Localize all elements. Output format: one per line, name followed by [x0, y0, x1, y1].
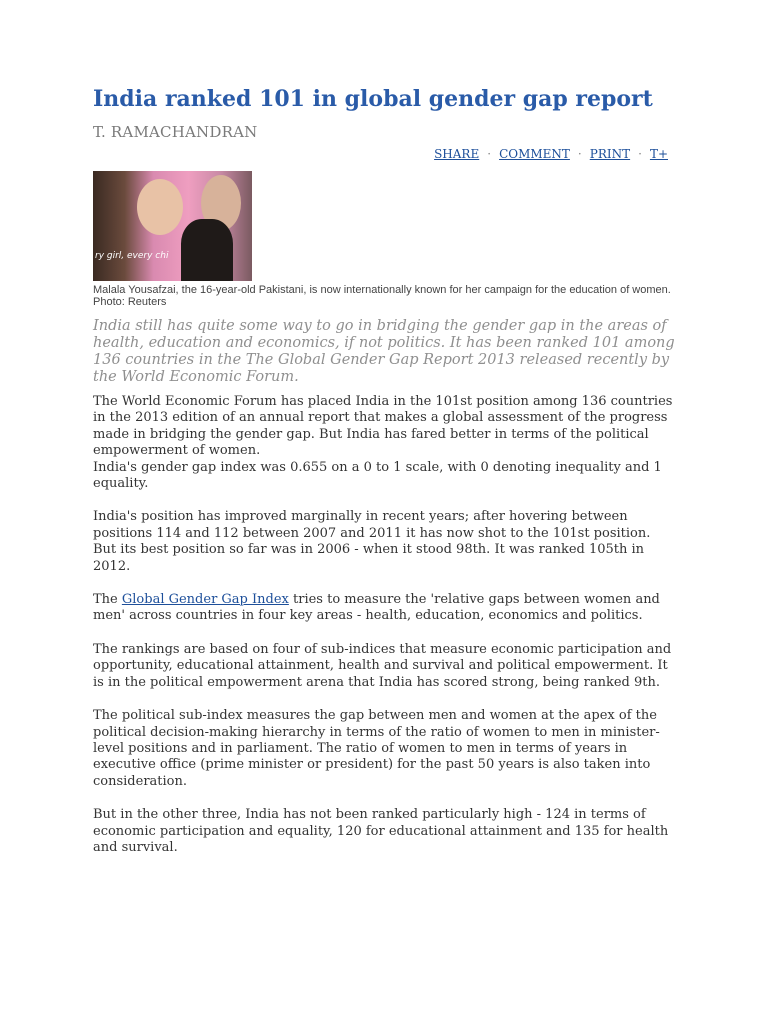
photo-banner-text: ry girl, every chi: [95, 251, 169, 261]
print-link[interactable]: PRINT: [589, 147, 631, 161]
article-lede: India still has quite some way to go in bridging the gender gap in the areas of health, education and economics, if not politics. It has been ranked 101 among 136 countries in the The Global Gender Gap Report 2013 released recently by the World Economic Forum.: [93, 318, 675, 385]
separator: ·: [577, 147, 582, 161]
comment-link[interactable]: COMMENT: [499, 147, 570, 161]
paragraph-text: tries to measure the 'relative gaps between women and men' across countries in four key areas - health, education, economics and politics.: [93, 592, 660, 624]
photo-face: [137, 179, 183, 235]
paragraph-text: The: [93, 592, 122, 608]
photo-person: [181, 219, 233, 281]
article-body: [93, 394, 675, 856]
separator: ·: [487, 147, 492, 161]
article-tools: [93, 145, 675, 163]
paragraph: The political sub-index measures the gap between men and women at the apex of the political decision-making hierarchy in terms of the ratio of women to men in minister-level positions and in parliament. The ratio of women to men in terms of years in executive office (prime minister or president) for the past 50 years is also taken into consideration.: [93, 708, 660, 789]
paragraph: [93, 592, 675, 625]
paragraph: India's position has improved marginally in recent years; after hovering between positions 114 and 112 between 2007 and 2011 it has now shot to the 101st position. But its best position so far was in 2006 - when it stood 98th. It was ranked 105th in 2012.: [93, 509, 651, 574]
byline: T. RAMACHANDRAN: [93, 123, 258, 141]
headline: India ranked 101 in global gender gap report: [93, 86, 653, 112]
text-size-link[interactable]: T+: [649, 147, 668, 161]
paragraph: The rankings are based on four of sub-indices that measure economic participation and opportunity, educational attainment, health and survival and political empowerment. It is in the political empowerment arena that India has scored strong, being ranked 9th.: [93, 641, 672, 690]
global-gender-gap-index-link[interactable]: Global Gender Gap Index: [121, 592, 289, 608]
article-photo: [93, 171, 252, 281]
paragraph: India's gender gap index was 0.655 on a 0 to 1 scale, with 0 denoting inequality and 1 equality.: [93, 459, 662, 492]
paragraph: But in the other three, India has not been ranked particularly high - 124 in terms of economic participation and equality, 120 for educational attainment and 135 for health and survival.: [93, 807, 669, 855]
paragraph: The World Economic Forum has placed India in the 101st position among 136 countries in the 2013 edition of an annual report that makes a global assessment of the progress made in bridging the gender gap. But India has fared better in terms of the political empowerment of women.: [93, 394, 673, 459]
share-link[interactable]: SHARE: [434, 147, 480, 161]
article: [93, 86, 675, 873]
separator: ·: [638, 147, 642, 161]
photo-caption: Malala Yousafzai, the 16-year-old Pakistani, is now internationally known for her campaign for the education of women. Photo: Reuters: [93, 284, 671, 308]
